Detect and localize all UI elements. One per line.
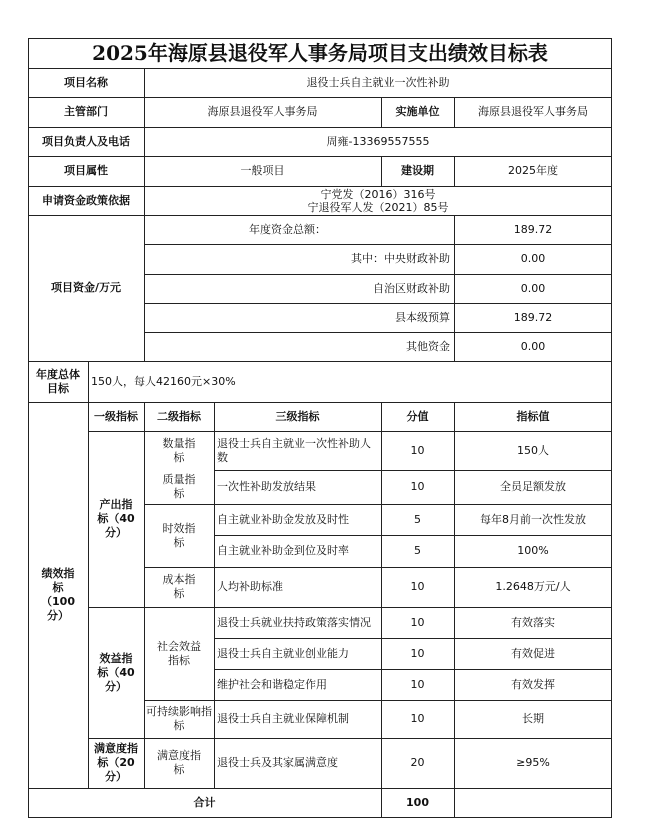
indicator-name: 退役士兵自主就业一次性补助人数 xyxy=(217,436,371,464)
indicator-value: ≥95% xyxy=(516,756,550,769)
group-satisfaction: 满意度指标（20分） xyxy=(94,742,138,783)
value-total-score: 100 xyxy=(406,795,429,809)
indicator-value: 1.2648万元/人 xyxy=(495,580,571,593)
value-period: 2025年度 xyxy=(508,164,558,177)
label-implementer: 实施单位 xyxy=(395,105,440,118)
indicator-name: 维护社会和谐稳定作用 xyxy=(217,677,327,691)
value-policy-basis xyxy=(144,186,612,215)
policy-line-2: 宁退役军人发（2021）85号 xyxy=(307,200,449,214)
header-target-value: 指标值 xyxy=(516,409,550,423)
indicator-score: 10 xyxy=(410,480,425,493)
performance-table xyxy=(28,38,612,818)
label-attribute: 项目属性 xyxy=(64,164,108,177)
value-implementer: 海原县退役军人事务局 xyxy=(478,105,588,118)
label-department: 主管部门 xyxy=(64,105,108,118)
indicator-name: 自主就业补助金到位及时率 xyxy=(217,544,349,557)
indicator-score: 10 xyxy=(410,580,425,593)
header-level2: 二级指标 xyxy=(157,409,201,423)
label-total: 合计 xyxy=(193,795,216,809)
indicator-value: 有效促进 xyxy=(511,646,555,660)
header-level1: 一级指标 xyxy=(94,409,138,423)
indicator-value: 有效落实 xyxy=(511,615,555,629)
sub-satisfaction: 满意度指标 xyxy=(157,749,201,776)
funds-value-central: 0.00 xyxy=(520,252,546,265)
funds-label-total: 年度资金总额： xyxy=(249,222,326,236)
value-attribute: 一般项目 xyxy=(240,164,285,177)
funds-label-central: 其中：中央财政补助 xyxy=(351,252,450,265)
sub-timeliness: 时效指标 xyxy=(162,521,196,549)
indicator-score: 10 xyxy=(410,443,425,457)
indicator-name: 退役士兵自主就业创业能力 xyxy=(217,646,349,660)
label-performance: 绩效指标（100分） xyxy=(41,567,75,622)
indicator-value: 长期 xyxy=(522,712,544,725)
group-benefit: 效益指标（40分） xyxy=(97,651,135,693)
value-department: 海原县退役军人事务局 xyxy=(207,105,318,118)
label-funds: 项目资金/万元 xyxy=(50,281,122,294)
value-contact: 周雍-13369557555 xyxy=(326,134,430,148)
sub-quality: 质量指标 xyxy=(162,473,196,500)
policy-line-1: 宁党发（2016）316号 xyxy=(320,187,436,201)
indicator-name: 退役士兵就业扶持政策落实情况 xyxy=(217,615,371,629)
funds-value-region: 0.00 xyxy=(520,281,546,295)
indicator-score: 5 xyxy=(414,512,421,526)
indicator-score: 10 xyxy=(410,615,425,629)
indicator-value: 全员足额发放 xyxy=(500,480,566,493)
label-policy-basis: 申请资金政策依据 xyxy=(42,193,130,207)
indicator-name: 一次性补助发放结果 xyxy=(217,480,316,493)
indicator-value: 150人 xyxy=(517,443,549,457)
indicator-name: 退役士兵及其家属满意度 xyxy=(217,756,338,769)
funds-label-other: 其他资金 xyxy=(406,339,450,353)
indicator-name: 人均补助标准 xyxy=(217,580,283,593)
sub-quantity: 数量指标 xyxy=(162,436,196,464)
funds-value-county: 189.72 xyxy=(513,310,553,324)
funds-label-county: 县本级预算 xyxy=(395,310,450,324)
indicator-score: 10 xyxy=(410,712,425,725)
indicator-name: 退役士兵自主就业保障机制 xyxy=(217,712,349,725)
funds-value-other: 0.00 xyxy=(520,339,546,353)
indicator-score: 10 xyxy=(410,677,425,691)
indicator-value: 每年8月前一次性发放 xyxy=(480,512,586,526)
indicator-score: 10 xyxy=(410,646,425,660)
sub-social: 社会效益指标 xyxy=(157,639,201,667)
sub-sustain: 可持续影响指标 xyxy=(146,705,212,732)
page-title: 2025年海原县退役军人事务局项目支出绩效目标表 xyxy=(92,41,548,65)
indicator-score: 20 xyxy=(410,756,425,769)
group-output: 产出指标（40分） xyxy=(97,498,135,539)
value-annual-target: 150人，每人42160元×30% xyxy=(91,374,236,388)
label-project-name: 项目名称 xyxy=(64,75,108,89)
header-level3: 三级指标 xyxy=(275,409,320,423)
funds-value-total: 189.72 xyxy=(513,222,553,236)
funds-label-region: 自治区财政补助 xyxy=(373,281,450,295)
indicator-value: 有效发挥 xyxy=(511,677,555,691)
indicator-value: 100% xyxy=(517,544,549,557)
value-project-name: 退役士兵自主就业一次性补助 xyxy=(306,75,450,89)
header-score: 分值 xyxy=(406,409,429,423)
sub-cost: 成本指标 xyxy=(162,573,196,600)
indicator-name: 自主就业补助金发放及时性 xyxy=(217,512,349,526)
label-period: 建设期 xyxy=(401,164,434,177)
indicator-score: 5 xyxy=(414,544,421,557)
label-annual-target: 年度总体目标 xyxy=(36,367,80,395)
label-contact: 项目负责人及电话 xyxy=(42,134,130,148)
